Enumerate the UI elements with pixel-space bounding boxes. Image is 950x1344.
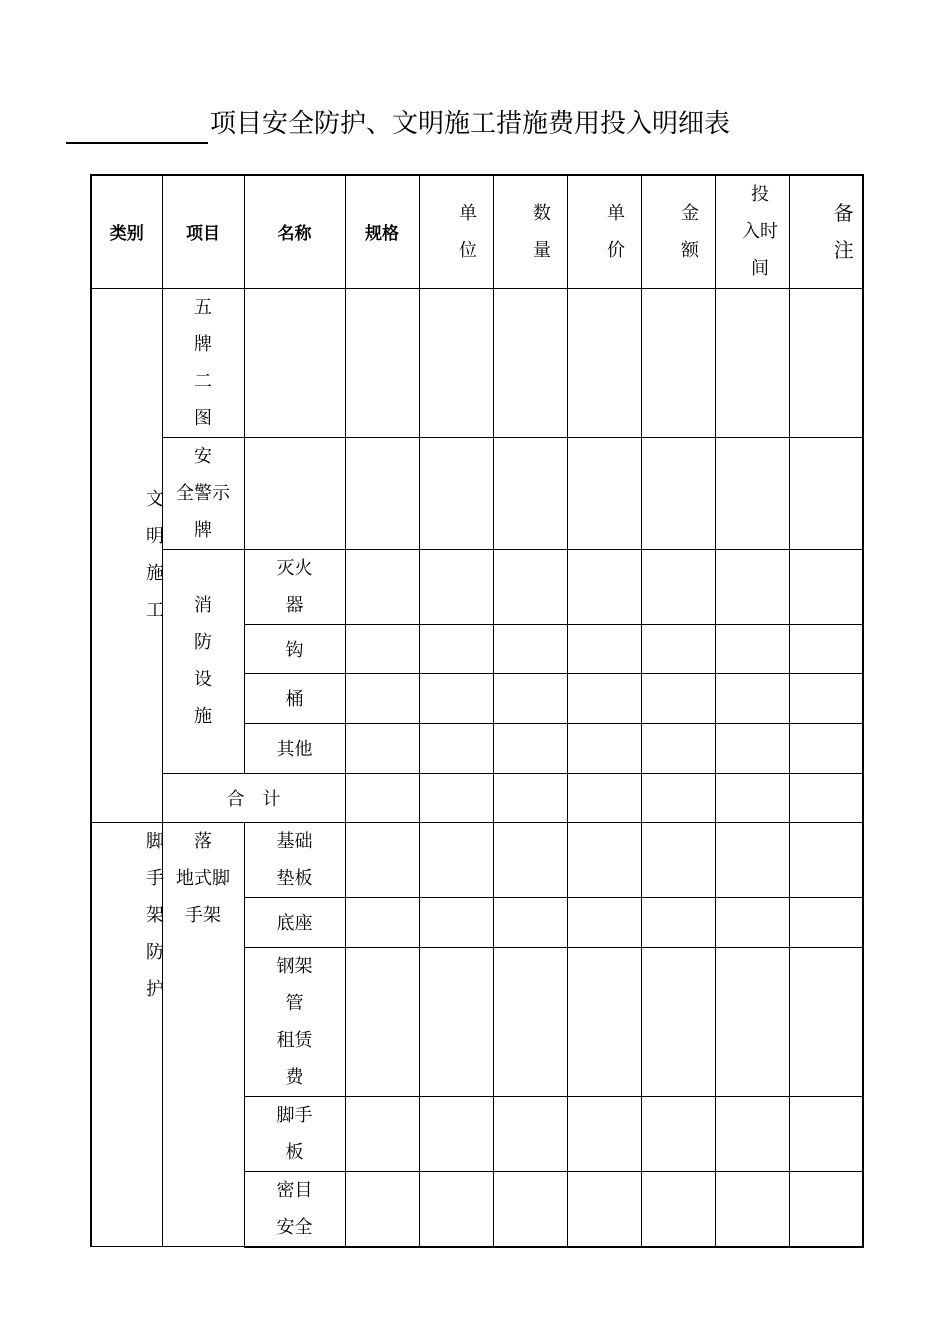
subtotal-row — [91, 773, 863, 822]
header-spec: 规格 — [345, 175, 419, 288]
name-scaffold-board: 脚手 板 — [276, 1104, 313, 1163]
subtotal-label: 合 计 — [162, 773, 345, 822]
name-steel-pipe-rental: 钢架 管 租赁 费 — [276, 955, 313, 1088]
name-extinguisher: 灭火 器 — [276, 557, 313, 616]
header-amount: 金 额 — [681, 202, 699, 261]
header-unit-price: 单 价 — [607, 202, 625, 261]
project-name-blank — [66, 112, 208, 144]
name-other: 其他 — [276, 739, 313, 760]
category-scaffold: 脚 手 架 防 护 — [146, 830, 164, 1000]
cost-detail-table — [90, 174, 864, 1248]
item-safety-signs: 安 全警示 牌 — [176, 445, 230, 541]
header-remark: 备 注 — [833, 200, 854, 262]
name-dense-net: 密目 安全 — [276, 1179, 313, 1238]
table-row — [91, 288, 863, 437]
name-bucket: 桶 — [285, 689, 304, 710]
document-title — [66, 104, 730, 144]
item-floor-scaffold: 落 地式脚 手架 — [176, 830, 230, 926]
name-base: 底座 — [276, 913, 313, 934]
header-quantity: 数 量 — [533, 202, 551, 261]
header-name: 名称 — [244, 175, 345, 288]
item-fire-facilities: 消 防 设 施 — [194, 595, 212, 727]
header-row — [91, 175, 863, 288]
header-item: 项目 — [162, 175, 244, 288]
name-hook: 钩 — [285, 639, 304, 661]
item-five-boards: 五 牌 二 图 — [194, 296, 212, 429]
header-unit: 单 位 — [459, 202, 477, 261]
category-civilized: 文 明 施 工 — [146, 489, 164, 621]
title-text: 项目安全防护、文明施工措施费用投入明细表 — [210, 109, 731, 139]
name-base-plate: 基础 垫板 — [276, 830, 313, 889]
table-row — [91, 822, 863, 897]
header-invest-time: 投 入时 间 — [742, 184, 778, 280]
table-row — [91, 437, 863, 549]
table-row — [91, 549, 863, 624]
header-category: 类别 — [91, 175, 162, 288]
